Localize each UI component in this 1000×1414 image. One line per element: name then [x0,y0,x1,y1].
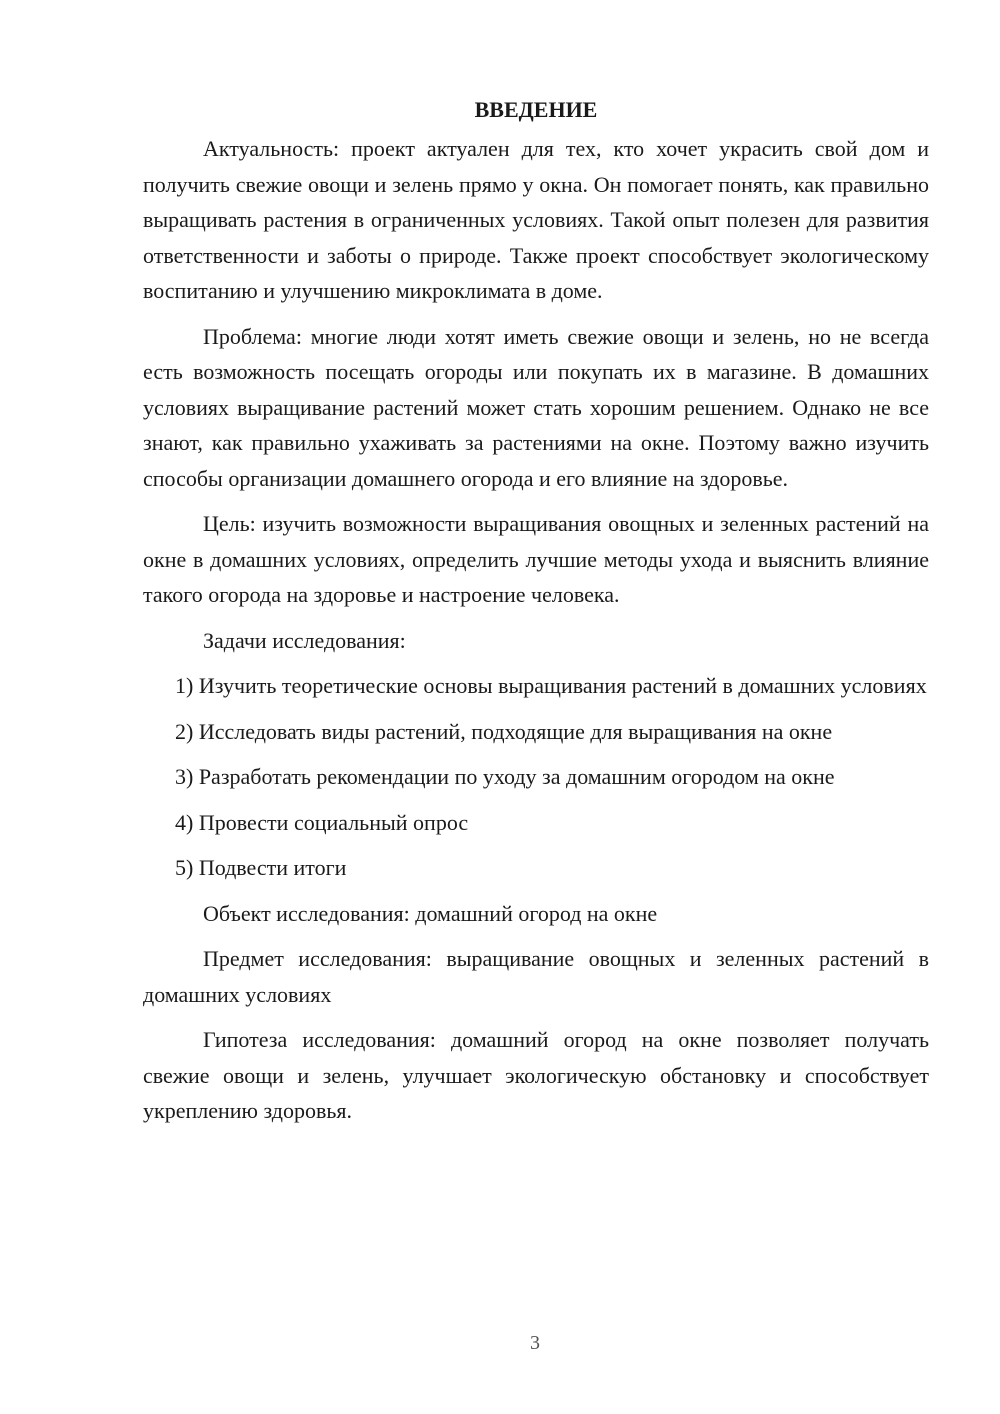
research-object-paragraph: Объект исследования: домашний огород на окне [203,900,658,926]
task-item-2: 2) Исследовать виды растений, подходящие для выращивания на окне [175,718,833,744]
page-body [143,92,929,1139]
research-subject-paragraph: Предмет исследования: выращивание овощных и зеленных растений в домашних условиях [143,946,929,1007]
task-item-4: 4) Провести социальный опрос [175,809,469,835]
task-item-3: 3) Разработать рекомендации по уходу за домашним огородом на окне [175,764,835,789]
goal-paragraph: Цель: изучить возможности выращивания овощных и зеленных растений на окне в домашних условиях, определить лучшие методы ухода и выяснить влияние такого огорода на здоровье и настроение человека. [143,511,929,607]
page-number: 3 [530,1332,540,1354]
problem-paragraph: Проблема: многие люди хотят иметь свежие овощи и зелень, но не всегда есть возможность посещать огороды или покупать их в магазине. В домашних условиях выращивание растений может стать хорошим решением. Однако не все знают, как правильно ухаживать за растениями на окне. Поэтому важно изучить способы организации домашнего огорода и его влияние на здоровье. [143,323,929,491]
hypothesis-paragraph: Гипотеза исследования: домашний огород на окне позволяет получать свежие овощи и зелень, улучшает экологическую обстановку и способствует укреплению здоровья. [143,1027,929,1123]
task-item-5: 5) Подвести итоги [175,855,347,880]
tasks-heading: Задачи исследования: [203,627,406,653]
relevance-paragraph: Актуальность: проект актуален для тех, кто хочет украсить свой дом и получить свежие овощи и зелень прямо у окна. Он помогает понять, как правильно выращивать растения в ограниченных условиях. Такой опыт полезен для развития ответственности и заботы о природе. Также проект способствует экологическому воспитанию и улучшению микроклимата в доме. [143,136,929,303]
task-item-1: 1) Изучить теоретические основы выращивания растений в домашних условиях [175,673,927,698]
section-title: ВВЕДЕНИЕ [474,97,598,122]
